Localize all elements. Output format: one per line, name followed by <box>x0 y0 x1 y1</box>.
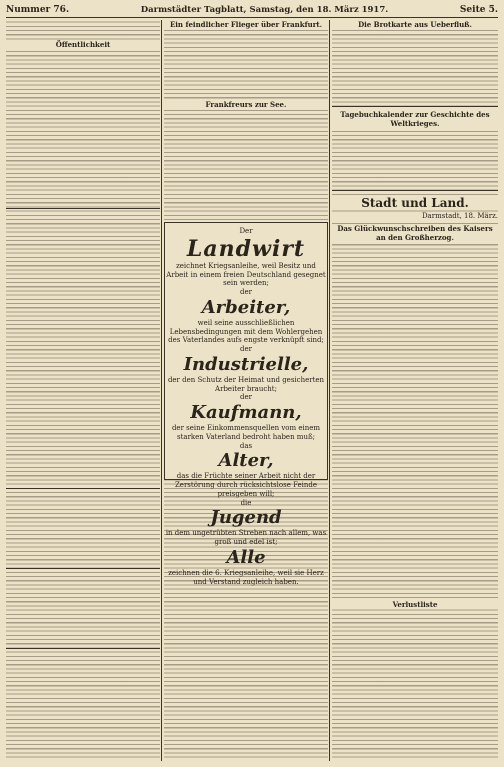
divider <box>6 568 160 569</box>
page-header <box>6 3 498 18</box>
war-loan-advertisement: Der Landwirt zeichnet Kriegsanleihe, weil Besitz und Arbeit in einem freien Deutschland gesegnet sein werden; der Arbeiter, weil seine ausschließlichen Lebensbedingungen mit dem Wohlergehen des Vaterlandes aufs engste verknüpft sind; der Industrielle, der den Schutz der Heimat und gesicherten Arbeiter braucht; der Kaufmann, der seine Einkommensquellen vom einem starken Vaterland bedroht haben muß; das Alter, das die Früchte seiner Arbeit nicht der Zerstörung durch rücksichtslose Feinde preisgeben will; die Jugend in dem ungetrübten Streben nach allem, was groß und edel ist; Alle zeichnen die 6. Kriegsanleihe, weil sie Herz und Verstand zugleich haben. <box>164 222 328 480</box>
newspaper-title: Darmstädter Tagblatt, Samstag, den 18. März 1917. <box>140 5 389 15</box>
dateline: Darmstadt, 18. März. <box>332 212 498 221</box>
column-right <box>332 20 498 761</box>
section-heading: Stadt und Land. <box>332 196 498 210</box>
article-heading: Frankfreurs zur See. <box>164 100 328 109</box>
divider <box>332 190 498 191</box>
page-number: Seite 5. <box>459 5 498 15</box>
divider <box>6 488 160 489</box>
section-heading: Öffentlichkeit <box>6 40 160 49</box>
article-heading: Die Brotkarte aus Ueberfluß. <box>332 20 498 29</box>
column-rule <box>329 20 330 761</box>
article-heading: Verlustliste <box>332 600 498 609</box>
divider <box>332 106 498 107</box>
body-text <box>6 20 160 761</box>
issue-number: Nummer 76. <box>6 5 70 15</box>
divider <box>6 648 160 649</box>
body-text <box>332 20 498 761</box>
column-rule <box>161 20 162 761</box>
article-heading: Das Glückwunschschreiben des Kaisers an den Großherzog. <box>332 224 498 242</box>
article-heading: Ein feindlicher Flieger über Frankfurt. <box>164 20 328 29</box>
article-heading: Tagebuchkalender zur Geschichte des Weltkrieges. <box>332 110 498 128</box>
column-middle <box>164 20 328 761</box>
column-left <box>6 20 160 761</box>
divider <box>6 208 160 209</box>
